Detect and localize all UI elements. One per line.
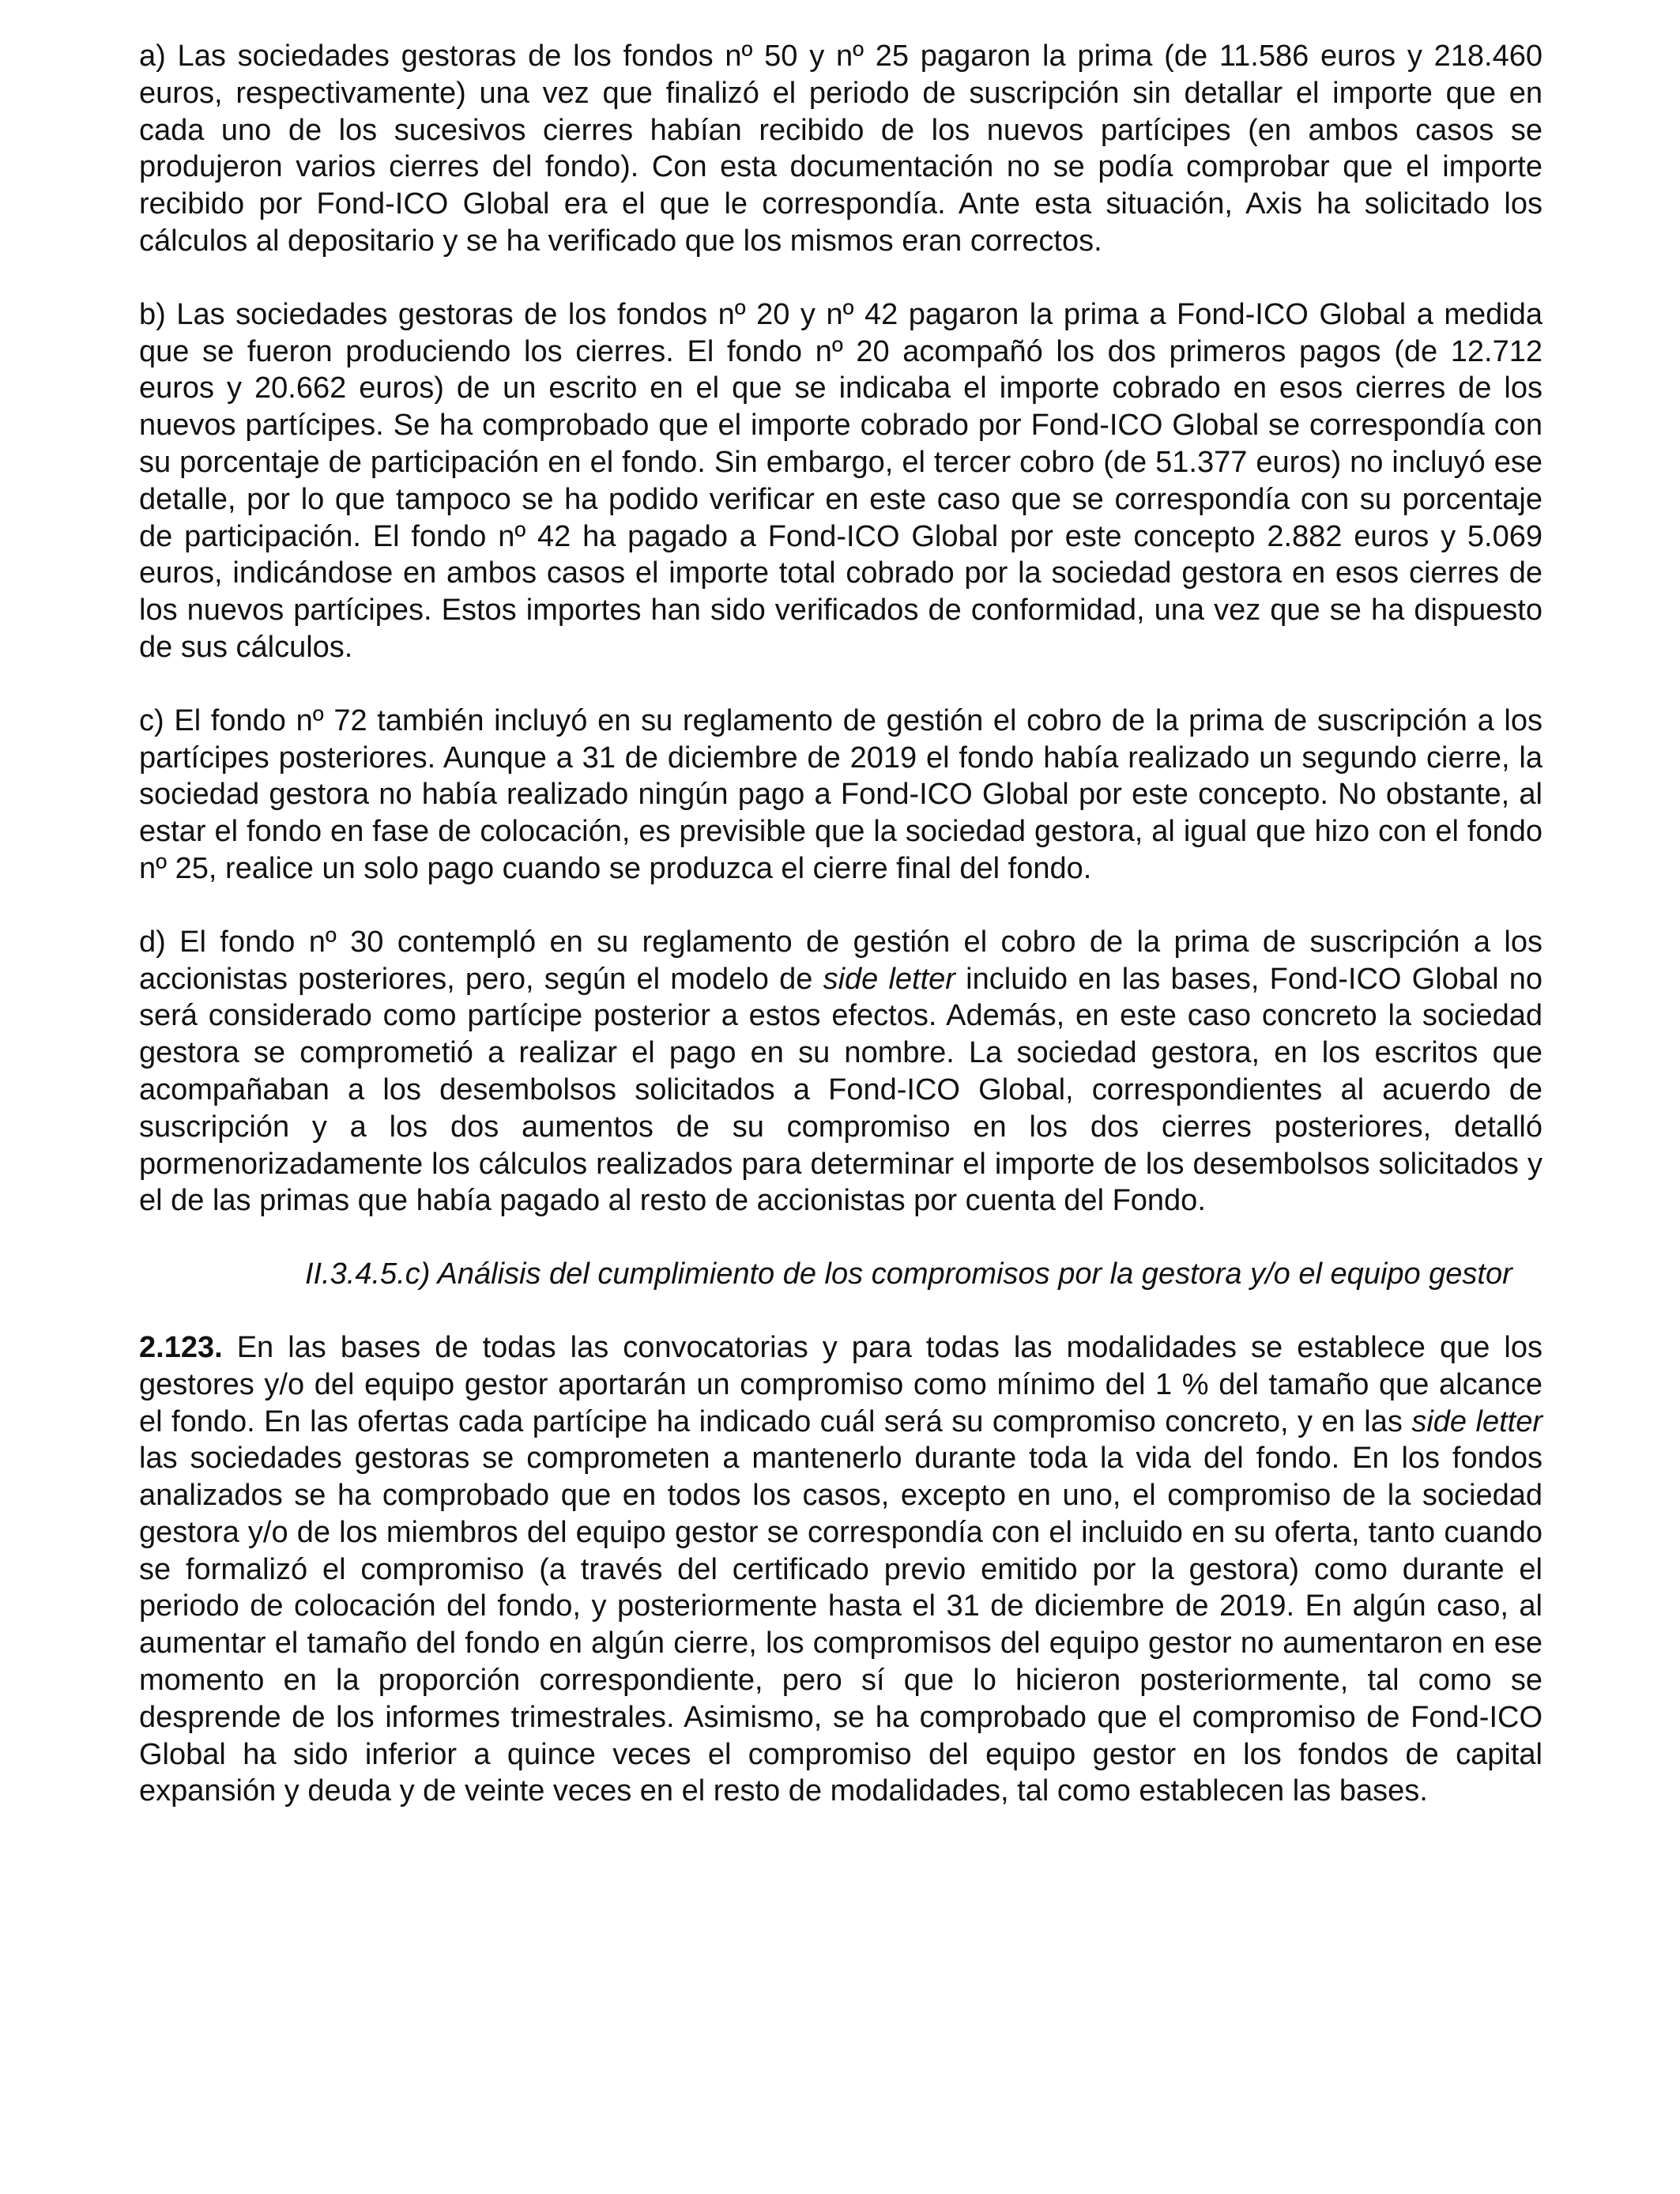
paragraph-2123 [139, 1329, 1543, 1810]
paragraph-c: c) El fondo nº 72 también incluyó en su reglamento de gestión el cobro de la prima de suscripción a los partícipes posteriores. Aunque a 31 de diciembre de 2019 el fondo había realizado un segundo cierre, la sociedad gestora no había realizado ningún pago a Fond-ICO Global por este concepto. No obstante, al estar el fondo en fase de colocación, es previsible que la sociedad gestora, al igual que hizo con el fondo nº 25, realice un solo pago cuando se produzca el cierre final del fondo. [139, 703, 1543, 885]
paragraph-number: 2.123. [139, 1330, 223, 1364]
paragraph-d-text-1: d) El fondo nº 30 contempló en su reglamento de gestión el cobro de la prima de suscripción a los accionistas posteriores, pero, según el modelo de [139, 925, 1543, 996]
document-page [139, 38, 1543, 1846]
paragraph-2123-text-1: En las bases de todas las convocatorias y para todas las modalidades se establece que los gestores y/o del equipo gestor aportarán un compromiso como mínimo del 1 % del tamaño que alcance el fondo. En las ofertas cada partícipe ha indicado cuál será su compromiso concreto, y en las [139, 1330, 1543, 1438]
paragraph-a: a) Las sociedades gestoras de los fondos nº 50 y nº 25 pagaron la prima (de 11.586 euros y 218.460 euros, respectivamente) una vez que finalizó el periodo de suscripción sin detallar el importe que en cada uno de los sucesivos cierres habían recibido de los nuevos partícipes (en ambos casos se produjeron varios cierres del fondo). Con esta documentación no se podía comprobar que el importe recibido por Fond-ICO Global era el que le correspondía. Ante esta situación, Axis ha solicitado los cálculos al depositario y se ha verificado que los mismos eran correctos. [139, 40, 1543, 258]
paragraph-2123-text-2: las sociedades gestoras se comprometen a mantenerlo durante toda la vida del fondo. En los fondos analizados se ha comprobado que en todos los casos, excepto en uno, el compromiso de la sociedad gestora y/o de los miembros del equipo gestor se correspondía con el incluido en su oferta, tanto cuando se formalizó el compromiso (a través del certificado previo emitido por la gestora) como durante el periodo de colocación del fondo, y posteriormente hasta el 31 de diciembre de 2019. En algún caso, al aumentar el tamaño del fondo en algún cierre, los compromisos del equipo gestor no aumentaron en ese momento en la proporción correspondiente, pero sí que lo hicieron posteriormente, tal como se desprende de los informes trimestrales. Asimismo, se ha comprobado que el compromiso de Fond-ICO Global ha sido inferior a quince veces el compromiso del equipo gestor en los fondos de capital expansión y deuda y de veinte veces en el resto de modalidades, tal como establecen las bases. [139, 1442, 1543, 1808]
paragraph-d-italic-term: side letter [823, 962, 955, 996]
section-heading: II.3.4.5.c) Análisis del cumplimiento de los compromisos por la gestora y/o el equipo gestor [305, 1257, 1512, 1291]
paragraph-b: b) Las sociedades gestoras de los fondos nº 20 y nº 42 pagaron la prima a Fond-ICO Global a medida que se fueron produciendo los cierres. El fondo nº 20 acompañó los dos primeros pagos (de 12.712 euros y 20.662 euros) de un escrito en el que se indicaba el importe cobrado en esos cierres de los nuevos partícipes. Se ha comprobado que el importe cobrado por Fond-ICO Global se correspondía con su porcentaje de participación en el fondo. Sin embargo, el tercer cobro (de 51.377 euros) no incluyó ese detalle, por lo que tampoco se ha podido verificar en este caso que se correspondía con su porcentaje de participación. El fondo nº 42 ha pagado a Fond-ICO Global por este concepto 2.882 euros y 5.069 euros, indicándose en ambos casos el importe total cobrado por la sociedad gestora en esos cierres de los nuevos partícipes. Estos importes han sido verificados de conformidad, una vez que se ha dispuesto de sus cálculos. [139, 297, 1543, 664]
paragraph-d-text-2: incluido en las bases, Fond-ICO Global no será considerado como partícipe posterior a estos efectos. Además, en este caso concreto la sociedad gestora se comprometió a realizar el pago en su nombre. La sociedad gestora, en los escritos que acompañaban a los desembolsos solicitados a Fond-ICO Global, correspondientes al acuerdo de suscripción y a los dos aumentos de su compromiso en los dos cierres posteriores, detalló pormenorizadamente los cálculos realizados para determinar el importe de los desembolsos solicitados y el de las primas que había pagado al resto de accionistas por cuenta del Fondo. [139, 962, 1543, 1218]
paragraph-2123-italic-term: side letter [1411, 1404, 1543, 1438]
paragraph-d [139, 924, 1543, 1220]
